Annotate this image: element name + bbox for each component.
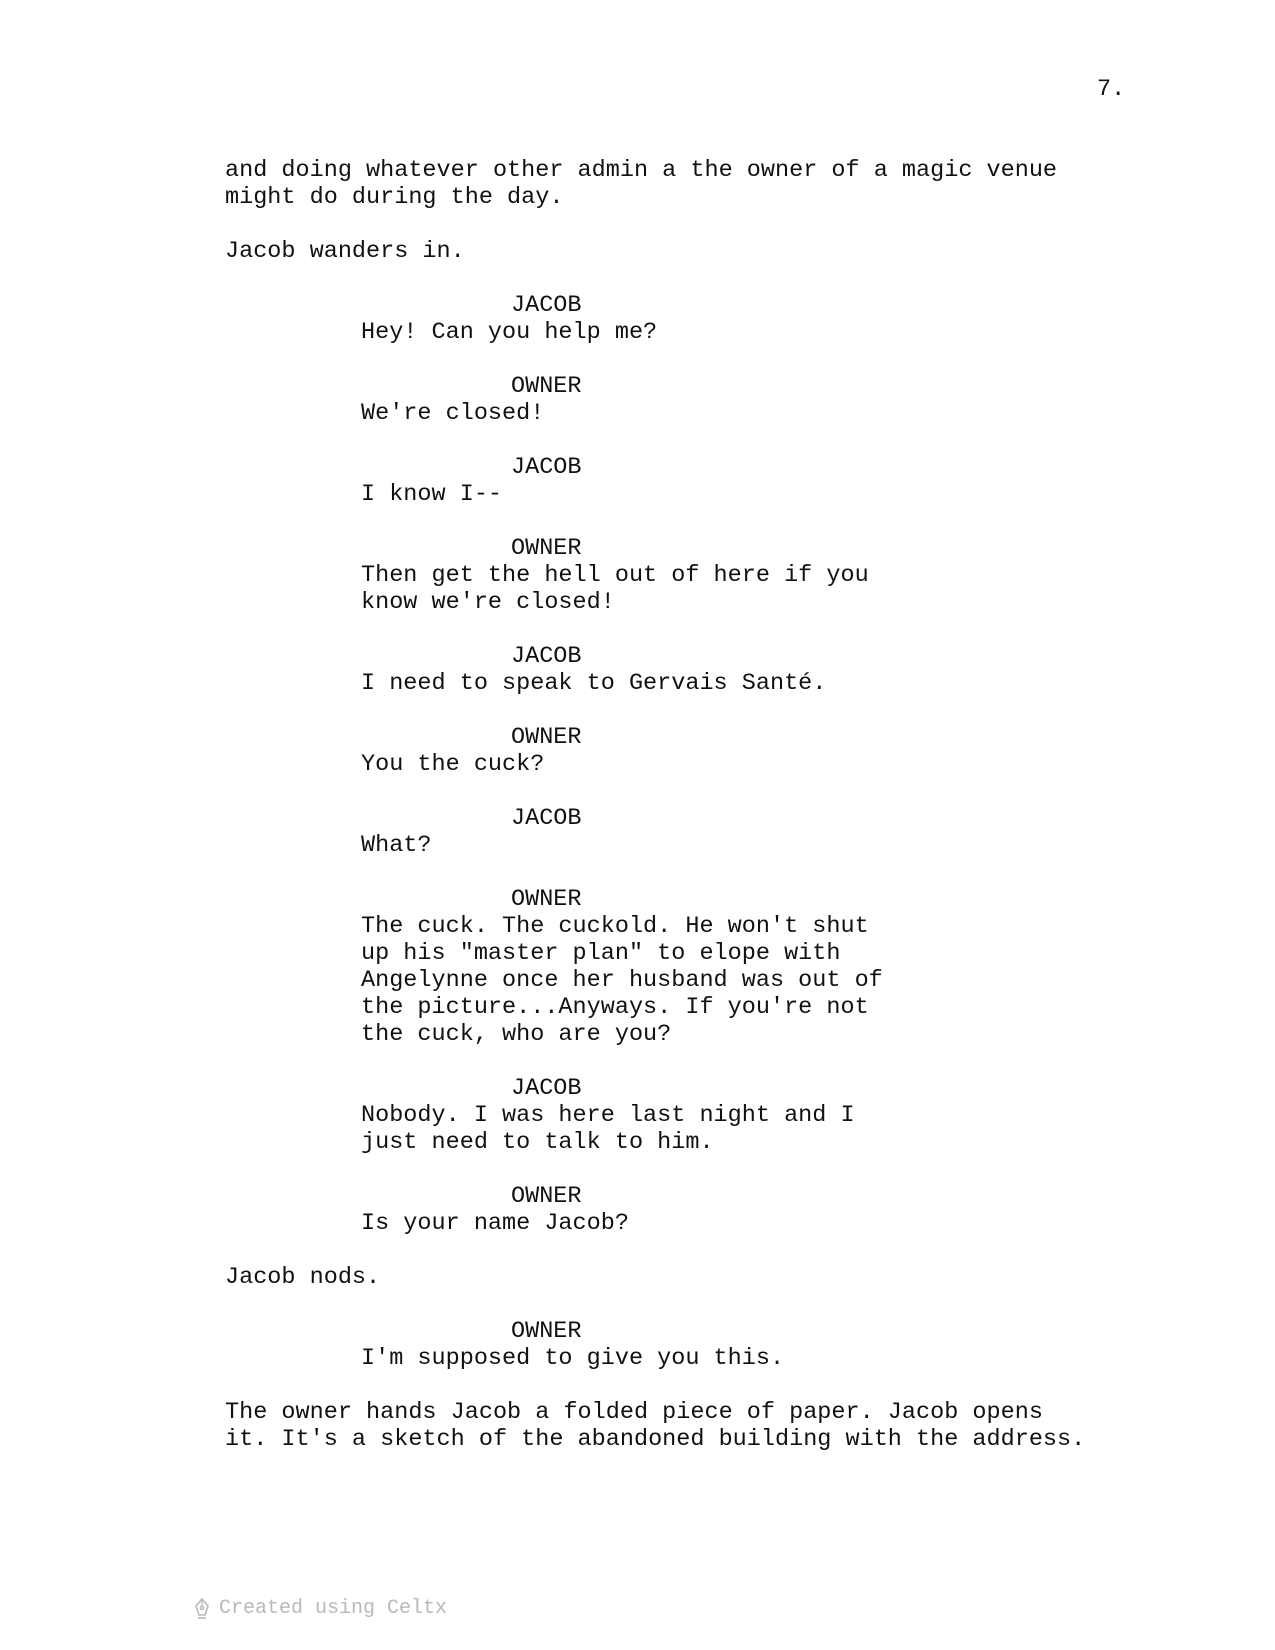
dialogue-block: [361, 400, 1175, 427]
dialogue-block: [361, 670, 1175, 697]
dialogue-block: [361, 1102, 1175, 1156]
dialogue-line: We're closed!: [361, 400, 545, 427]
dialogue-line: You the cuck?: [361, 751, 545, 778]
footer-text: Created using Celtx: [219, 1597, 448, 1620]
character-cue: OWNER: [511, 535, 582, 562]
character-cue: JACOB: [511, 805, 582, 832]
dialogue-line: up his "master plan" to elope with: [361, 940, 841, 967]
character-cue: OWNER: [511, 1183, 582, 1210]
dialogue-line: The cuck. The cuckold. He won't shut: [361, 913, 869, 940]
dialogue-block: [361, 913, 1175, 1048]
action-block: [225, 1399, 1175, 1453]
footer: [193, 1595, 447, 1622]
pen-nib-icon: [193, 1597, 211, 1621]
action-line: Jacob nods.: [225, 1264, 381, 1291]
action-line: Jacob wanders in.: [225, 238, 465, 265]
dialogue-line: Hey! Can you help me?: [361, 319, 658, 346]
action-block: [225, 157, 1175, 211]
action-line: might do during the day.: [225, 184, 564, 211]
dialogue-line: Nobody. I was here last night and I: [361, 1102, 855, 1129]
dialogue-block: [361, 751, 1175, 778]
character-cue: JACOB: [511, 454, 582, 481]
character-cue: JACOB: [511, 292, 582, 319]
character-cue: JACOB: [511, 1075, 582, 1102]
action-line: The owner hands Jacob a folded piece of paper. Jacob opens: [225, 1399, 1043, 1426]
character-cue: OWNER: [511, 373, 582, 400]
dialogue-line: Is your name Jacob?: [361, 1210, 629, 1237]
dialogue-line: know we're closed!: [361, 589, 615, 616]
page-number: 7.: [1097, 76, 1126, 103]
dialogue-block: [361, 1210, 1175, 1237]
action-line: and doing whatever other admin a the owner of a magic venue: [225, 157, 1058, 184]
action-block: [225, 238, 1175, 265]
dialogue-line: What?: [361, 832, 432, 859]
dialogue-line: the picture...Anyways. If you're not: [361, 994, 869, 1021]
dialogue-line: the cuck, who are you?: [361, 1021, 672, 1048]
dialogue-block: [361, 481, 1175, 508]
dialogue-line: I'm supposed to give you this.: [361, 1345, 785, 1372]
dialogue-block: [361, 1345, 1175, 1372]
dialogue-line: I know I--: [361, 481, 503, 508]
action-line: it. It's a sketch of the abandoned building with the address.: [225, 1426, 1086, 1453]
character-cue: OWNER: [511, 886, 582, 913]
character-cue: OWNER: [511, 1318, 582, 1345]
dialogue-block: [361, 832, 1175, 859]
script-body: [225, 157, 1175, 1480]
character-cue: JACOB: [511, 643, 582, 670]
character-cue: OWNER: [511, 724, 582, 751]
dialogue-line: just need to talk to him.: [361, 1129, 714, 1156]
action-block: [225, 1264, 1175, 1291]
dialogue-line: I need to speak to Gervais Santé.: [361, 670, 827, 697]
dialogue-line: Then get the hell out of here if you: [361, 562, 869, 589]
dialogue-line: Angelynne once her husband was out of: [361, 967, 883, 994]
dialogue-block: [361, 562, 1175, 616]
dialogue-block: [361, 319, 1175, 346]
